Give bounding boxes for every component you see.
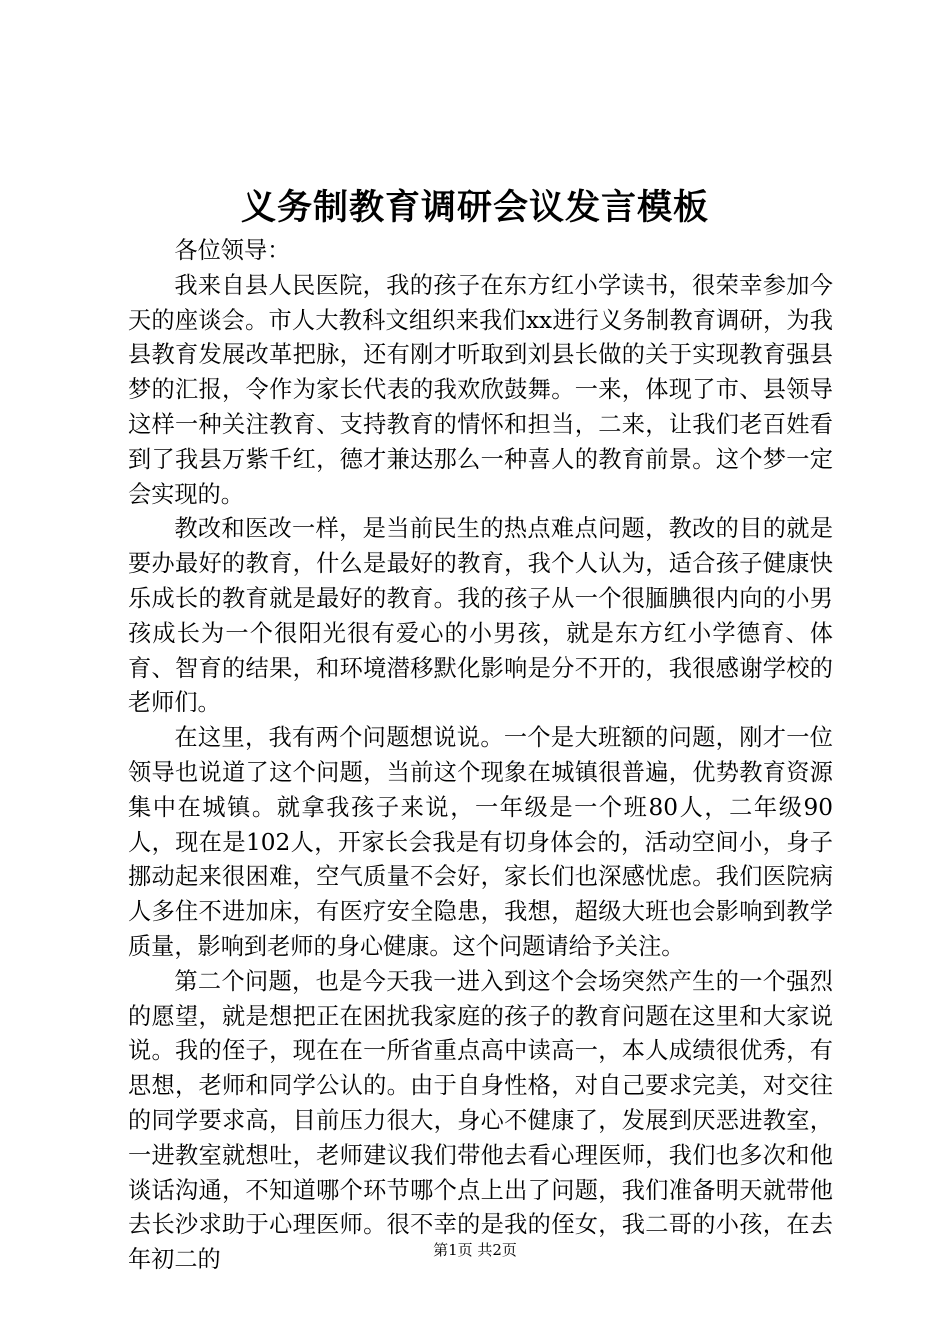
paragraph-2: 教改和医改一样，是当前民生的热点难点问题，教改的目的就是要办最好的教育，什么是最好的教育，我个人认为，适合孩子健康快乐成长的教育就是最好的教育。我的孩子从一个很腼腆很内向的小男孩成长为一个很阳光很有爱心的小男孩，就是东方红小学德育、体育、智育的结果，和环境潜移默化影响是分不开的，我很感谢学校的老师们。 [128,515,833,717]
paragraph-4: 第二个问题，也是今天我一进入到这个会场突然产生的一个强烈的愿望，就是想把正在困扰我家庭的孩子的教育问题在这里和大家说说。我的侄子，现在在一所省重点高中读高一，本人成绩很优秀，有思想，老师和同学公认的。由于自身性格，对自己要求完美，对交往的同学要求高，目前压力很大，身心不健康了，发展到厌恶进教室，一进教室就想吐，老师建议我们带他去看心理医师，我们也多次和他谈话沟通，不知道哪个环节哪个点上出了问题，我们准备明天就带他去长沙求助于心理医师。很不幸的是我的侄女，我二哥的小孩，在去年初二的 [128,967,833,1274]
page-title: 义务制教育调研会议发言模板 [240,187,709,228]
page-footer: 第1页 共2页 [433,1241,517,1259]
salutation: 各位领导： [174,237,291,264]
paragraph-3: 在这里，我有两个问题想说说。一个是大班额的问题，刚才一位领导也说道了这个问题，当前这个现象在城镇很普遍，优势教育资源集中在城镇。就拿我孩子来说，一年级是一个班80人，二年级90人，现在是102人，开家长会我是有切身体会的，活动空间小，身子挪动起来很困难，空气质量不会好，家长们也深感忧虑。我们医院病人多住不进加床，有医疗安全隐患，我想，超级大班也会影响到教学质量，影响到老师的身心健康。这个问题请给予关注。 [128,724,833,960]
document-body [128,234,833,1278]
paragraph-1: 我来自县人民医院，我的孩子在东方红小学读书，很荣幸参加今天的座谈会。市人大教科文组织来我们xx进行义务制教育调研，为我县教育发展改革把脉，还有刚才听取到刘县长做的关于实现教育强县梦的汇报，令作为家长代表的我欢欣鼓舞。一来，体现了市、县领导这样一种关注教育、支持教育的情怀和担当，二来，让我们老百姓看到了我县万紫千红，德才兼达那么一种喜人的教育前景。这个梦一定会实现的。 [128,271,833,508]
